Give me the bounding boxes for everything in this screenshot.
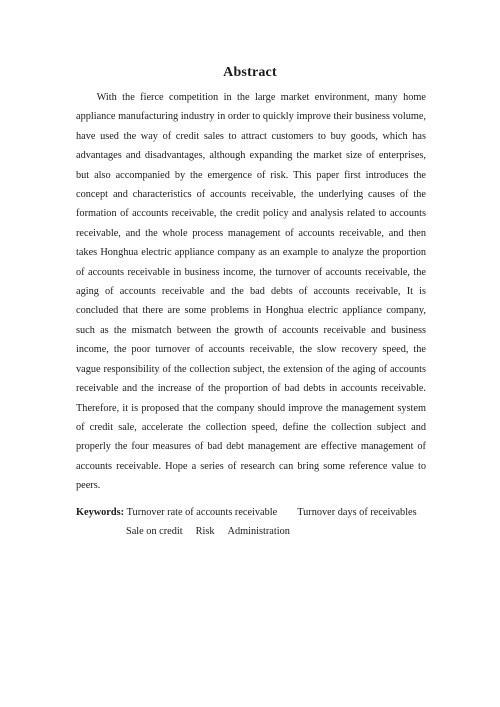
keywords-line-2: [76, 522, 436, 541]
abstract-title: Abstract: [223, 65, 277, 80]
keyword-item: Turnover days of receivables: [297, 507, 417, 518]
abstract-body: With the fierce competition in the large market environment, many home appliance manufacturing industry in order to quickly improve their business volume, have used the way of credit sales to attract customers to buy goods, which has advantages and disadvantages, although expanding the market size of enterprises, but also accompanied by the emergence of risk. This paper first introduces the concept and characteristics of accounts receivable, the underlying causes of the formation of accounts receivable, the credit policy and analysis related to accounts receivable, and the whole process management of accounts receivable, and then takes Honghua electric appliance company as an example to analyze the proportion of accounts receivable in business income, the turnover of accounts receivable, the aging of accounts receivable and the bad debts of accounts receivable, It is concluded that there are some problems in Honghua electric appliance company, such as the mismatch between the growth of accounts receivable and business income, the poor turnover of accounts receivable, the slow recovery speed, the vague responsibility of the collection subject, the extension of the aging of accounts receivable and the increase of the proportion of bad debts in accounts receivable. Therefore, it is proposed that the company should improve the management system of credit sale, accelerate the collection speed, define the collection subject and properly the four measures of bad debt management are effective management of accounts receivable. Hope a series of research can bring some reference value to peers.: [76, 92, 426, 492]
keyword-item: Risk: [195, 526, 215, 537]
keyword-item: Administration: [227, 526, 290, 537]
keywords-line-1: [76, 503, 436, 522]
keywords-section: [76, 503, 436, 541]
keyword-item: Sale on credit: [126, 526, 183, 537]
keyword-item: Turnover rate of accounts receivable: [126, 507, 278, 518]
keywords-label: Keywords:: [76, 507, 125, 518]
